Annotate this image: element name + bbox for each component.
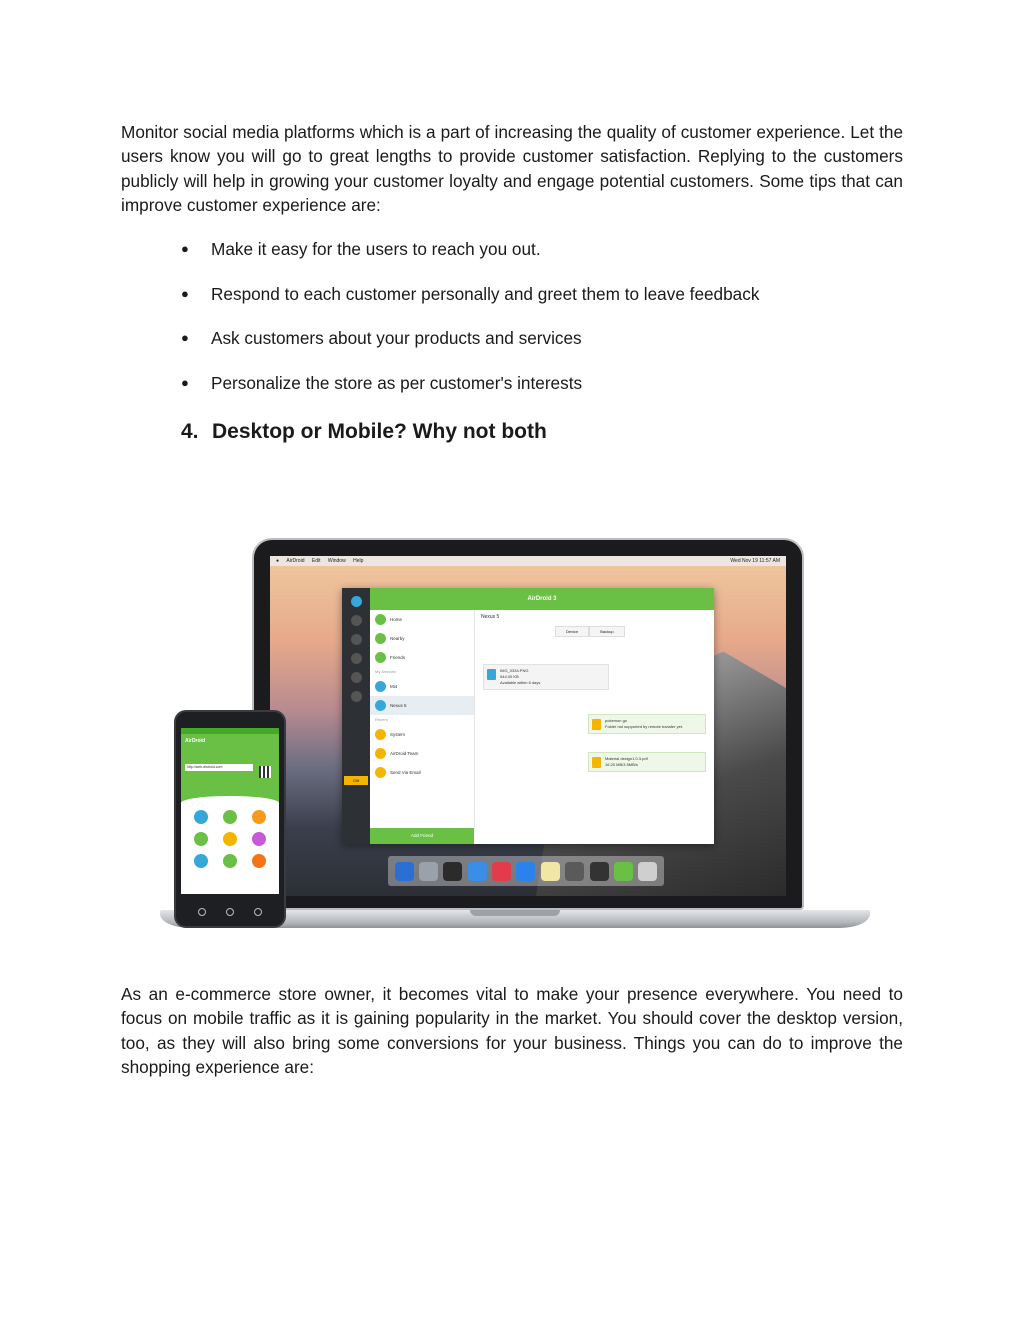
desktop-mobile-illustration xyxy=(160,530,870,950)
document-icon xyxy=(592,757,601,768)
phone-icon xyxy=(351,672,362,683)
bell-icon xyxy=(351,634,362,645)
home-icon xyxy=(375,614,386,625)
heading-text: Desktop or Mobile? Why not both xyxy=(212,420,547,443)
list-item: AirDroid Team xyxy=(370,744,474,763)
dock-app-icon xyxy=(516,862,535,881)
tip-text: Respond to each customer personally and greet them to leave feedback xyxy=(211,283,760,304)
heading-number: 4. xyxy=(181,420,199,443)
mac-menubar xyxy=(270,556,786,566)
phone-app-icon xyxy=(223,854,237,868)
tip-text: Personalize the store as per customer's interests xyxy=(211,372,583,393)
app-rail xyxy=(342,588,370,844)
phone-app-icon xyxy=(223,832,237,846)
tip-text: Make it easy for the users to reach you out. xyxy=(211,239,541,259)
back-icon xyxy=(198,908,206,916)
laptop-notch xyxy=(470,910,560,916)
files-icon xyxy=(351,615,362,626)
tab-device: Device xyxy=(555,626,589,637)
system-icon xyxy=(375,729,386,740)
folder-icon xyxy=(592,719,601,730)
tip-text: Ask customers about your products and services xyxy=(211,328,582,348)
laptop xyxy=(252,538,804,910)
pdf-message: Material design1.0.3.pdf 16.20 MB/3.5MB/s xyxy=(588,752,706,772)
phone-app-icon xyxy=(252,810,266,824)
phone-app-icon xyxy=(194,832,208,846)
app-title: AirDroid 3 xyxy=(370,588,714,610)
list-item: System xyxy=(370,725,474,744)
dock-app-icon xyxy=(590,862,609,881)
add-friend-button: Add Friend xyxy=(370,828,474,844)
intro-paragraph: Monitor social media platforms which is a part of increasing the quality of customer experience. Let the users know you will go to great lengths to provide customer satisfaction. Replying to the customers publicly will help in growing your customer loyalty and engage potential customers. Some tips that can improve customer experience are: xyxy=(121,122,903,215)
phone-app-icon xyxy=(252,832,266,846)
phone-web-link: http://web.airdroid.com xyxy=(185,764,253,771)
chat-tabs xyxy=(555,626,625,637)
bullet-icon: ● xyxy=(181,241,189,256)
dock-app-icon xyxy=(443,862,462,881)
dock-app-icon xyxy=(419,862,438,881)
phone-app-grid xyxy=(181,804,279,868)
nearby-icon xyxy=(375,633,386,644)
email-icon xyxy=(375,767,386,778)
phone-web-card xyxy=(181,748,279,804)
device-icon xyxy=(375,681,386,692)
folder-message: pokemon go Folder not supported by remote transfer yet. xyxy=(588,714,706,734)
friends-icon xyxy=(375,652,386,663)
dock-app-icon xyxy=(492,862,511,881)
menu-item: Window xyxy=(327,558,346,564)
file-message: IMG_0334.PNG 544.00 KB Available within 6 days xyxy=(483,664,609,690)
dock-app-icon xyxy=(468,862,487,881)
home-button-icon xyxy=(226,908,234,916)
list-item: Send Via Email xyxy=(370,763,474,782)
phone-app-icon xyxy=(194,810,208,824)
list-item: Home xyxy=(370,610,474,629)
recent-apps-icon xyxy=(254,908,262,916)
menubar-clock: Wed Nov 19 11:57 AM xyxy=(730,558,780,564)
chat-panel xyxy=(475,610,714,844)
android-phone xyxy=(174,710,286,928)
apple-icon: ● xyxy=(276,558,280,564)
team-icon xyxy=(375,748,386,759)
list-category: Recent xyxy=(375,717,388,722)
mac-dock xyxy=(388,856,664,886)
dock-app-icon xyxy=(614,862,633,881)
list-item: Nearby xyxy=(370,629,474,648)
phone-app-icon xyxy=(252,854,266,868)
phone-app-icon xyxy=(223,810,237,824)
dock-app-icon xyxy=(395,862,414,881)
menu-item: Edit xyxy=(311,558,321,564)
contacts-icon xyxy=(351,691,362,702)
bullet-icon: ● xyxy=(181,374,189,390)
device-icon xyxy=(375,700,386,711)
list-category: My Devices xyxy=(375,669,396,674)
list-item: Mi4 xyxy=(370,677,474,696)
qr-code-icon xyxy=(259,766,271,778)
gift-tag: Gift xyxy=(344,776,368,785)
list-item: Nexus 5 xyxy=(370,696,474,715)
phone-app-icon xyxy=(194,854,208,868)
section-heading xyxy=(181,419,547,445)
dock-app-icon xyxy=(565,862,584,881)
phone-screen xyxy=(181,728,279,894)
closing-paragraph: As an e-commerce store owner, it becomes vital to make your presence everywhere. You need to focus on mobile traffic as it is gaining popularity in the market. You should cover the desktop version, too, as they will also bring some conversions for your business. Things you can do to improve the shopping experience are: xyxy=(121,984,903,1077)
tab-backup: Backup xyxy=(589,626,624,637)
list-item: Friends xyxy=(370,648,474,667)
phone-nav-bar xyxy=(198,908,262,916)
dock-app-icon xyxy=(638,862,657,881)
chat-title: Nexus 5 xyxy=(481,614,500,620)
laptop-screen xyxy=(270,556,786,896)
bullet-icon: ● xyxy=(181,330,189,345)
image-file-icon xyxy=(487,669,496,680)
bullet-icon: ● xyxy=(181,285,189,301)
contact-list xyxy=(370,610,475,828)
cloud-shape xyxy=(181,796,279,810)
menu-item: Help xyxy=(353,558,364,564)
phone-app-title: AirDroid xyxy=(181,734,279,748)
menu-item: AirDroid xyxy=(286,558,305,564)
avatar-icon xyxy=(351,596,362,607)
chat-icon xyxy=(351,653,362,664)
dock-app-icon xyxy=(541,862,560,881)
airdroid-window xyxy=(342,588,714,844)
